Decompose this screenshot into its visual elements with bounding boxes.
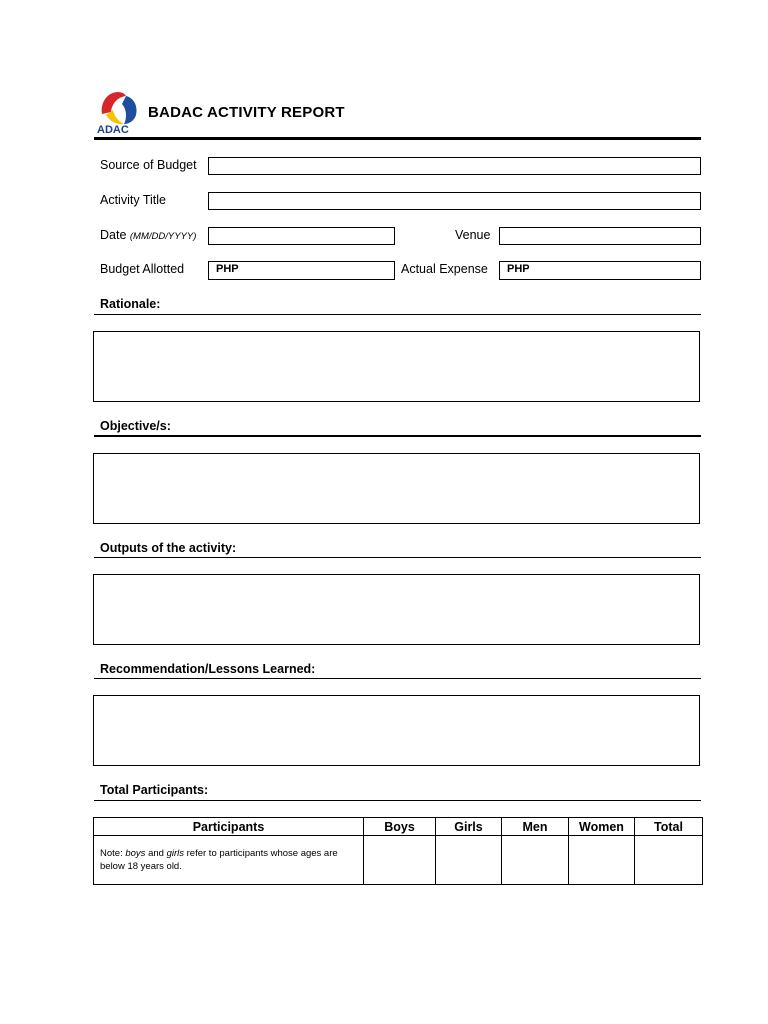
boys-count-cell[interactable]: [364, 836, 436, 885]
participants-header-row: [94, 818, 703, 836]
col-header-boys: Boys: [364, 818, 436, 836]
participants-data-row: [94, 836, 703, 885]
outputs-divider: [94, 557, 701, 558]
rationale-divider: [94, 314, 701, 315]
recommendation-textbox[interactable]: [93, 695, 700, 766]
actual-expense-field[interactable]: [499, 261, 701, 280]
activity-title-field[interactable]: [208, 192, 701, 210]
participants-table: [93, 817, 703, 885]
logo-text: ADAC: [97, 124, 129, 134]
date-field[interactable]: [208, 227, 395, 245]
recommendation-heading: Recommendation/Lessons Learned:: [100, 662, 316, 676]
col-header-participants: Participants: [94, 818, 364, 836]
men-count-cell[interactable]: [502, 836, 569, 885]
col-header-total: Total: [635, 818, 703, 836]
recommendation-divider: [94, 678, 701, 679]
note-girls: girls: [166, 848, 184, 859]
venue-field[interactable]: [499, 227, 701, 245]
title-divider: [94, 137, 701, 140]
date-label-text: Date: [100, 228, 127, 242]
objectives-heading: Objective/s:: [100, 419, 171, 433]
date-label: [100, 228, 196, 242]
actual-expense-prefix: PHP: [507, 263, 530, 275]
note-rest: refer to participants whose ages are below 18 years old.: [100, 848, 338, 872]
women-count-cell[interactable]: [569, 836, 635, 885]
budget-allotted-prefix: PHP: [216, 263, 239, 275]
note-prefix: Note:: [100, 848, 126, 859]
date-format-hint: (MM/DD/YYYY): [129, 231, 197, 242]
objectives-textbox[interactable]: [93, 453, 700, 524]
note-and: and: [145, 848, 167, 859]
col-header-women: Women: [569, 818, 635, 836]
source-of-budget-label: Source of Budget: [100, 158, 197, 172]
budget-allotted-label: Budget Allotted: [100, 262, 185, 276]
outputs-heading: Outputs of the activity:: [100, 541, 237, 555]
actual-expense-label: Actual Expense: [401, 262, 488, 276]
budget-allotted-field[interactable]: [208, 261, 395, 280]
adac-logo: [96, 88, 140, 134]
total-participants-heading: Total Participants:: [100, 783, 209, 797]
girls-count-cell[interactable]: [436, 836, 502, 885]
participants-note: [94, 836, 364, 885]
source-of-budget-field[interactable]: [208, 157, 701, 175]
outputs-textbox[interactable]: [93, 574, 700, 645]
rationale-heading: Rationale:: [100, 297, 161, 311]
objectives-divider: [94, 435, 701, 437]
total-participants-divider: [94, 800, 701, 801]
col-header-girls: Girls: [436, 818, 502, 836]
col-header-men: Men: [502, 818, 569, 836]
total-count-cell[interactable]: [635, 836, 703, 885]
venue-label: Venue: [455, 228, 491, 242]
rationale-textbox[interactable]: [93, 331, 700, 402]
page-title: BADAC ACTIVITY REPORT: [148, 104, 345, 121]
activity-title-label: Activity Title: [100, 193, 166, 207]
note-boys: boys: [125, 848, 146, 859]
